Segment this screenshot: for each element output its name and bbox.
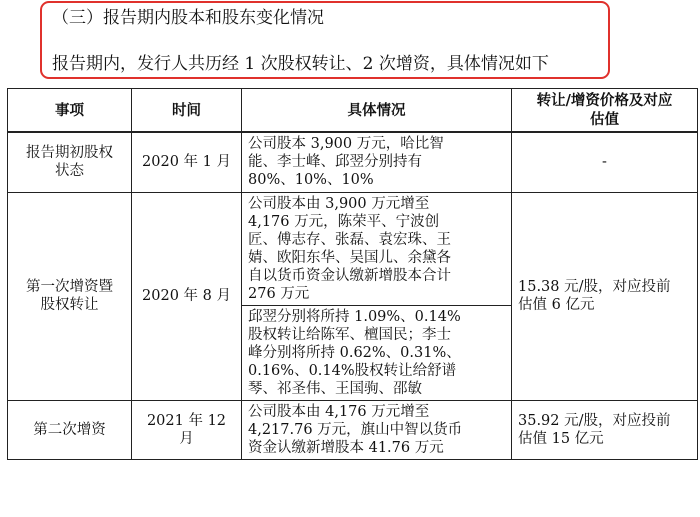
row-price: 15.38 元/股，对应投前 估值 6 亿元 <box>512 192 698 400</box>
header-price: 转让/增资价格及对应 估值 <box>512 89 698 133</box>
table-row <box>8 400 698 459</box>
header-time: 时间 <box>132 89 242 133</box>
header-item: 事项 <box>8 89 132 133</box>
header-details: 具体情况 <box>242 89 512 133</box>
row-price: - <box>512 132 698 192</box>
row-time: 2020 年 1 月 <box>132 132 242 192</box>
table-header-row <box>8 89 698 133</box>
row-item: 报告期初股权 状态 <box>8 132 132 192</box>
equity-change-table <box>7 88 698 460</box>
row-details: 公司股本由 3,900 万元增至 4,176 万元，陈荣平、宁波创 匠、傅志存、张磊、袁宏珠、王 婧、欧阳东华、吴国儿、余黛各 自以货币资金认缴新增股本合计 276 万元 <box>242 192 512 305</box>
row-price: 35.92 元/股，对应投前 估值 15 亿元 <box>512 400 698 459</box>
row-item: 第一次增资暨 股权转让 <box>8 192 132 400</box>
table-row <box>8 192 698 305</box>
section-heading: （三）报告期内股本和股东变化情况 <box>52 8 324 28</box>
row-details: 公司股本由 4,176 万元增至 4,217.76 万元，旗山中智以货币 资金认缴新增股本 41.76 万元 <box>242 400 512 459</box>
row-details-transfer: 邱翌分别将所持 1.09%、0.14% 股权转让给陈军、檀国民；李士 峰分别将所持 0.62%、0.31%、 0.16%、0.14%股权转让给舒谱 琴、祁圣伟、王国驹、邵敏 <box>242 305 512 400</box>
row-time: 2021 年 12 月 <box>132 400 242 459</box>
table-row <box>8 132 698 192</box>
row-details: 公司股本 3,900 万元，哈比智 能、李士峰、邱翌分别持有 80%、10%、10% <box>242 132 512 192</box>
row-time: 2020 年 8 月 <box>132 192 242 400</box>
row-item: 第二次增资 <box>8 400 132 459</box>
section-intro: 报告期内，发行人共历经 1 次股权转让、2 次增资，具体情况如下 <box>52 54 549 74</box>
